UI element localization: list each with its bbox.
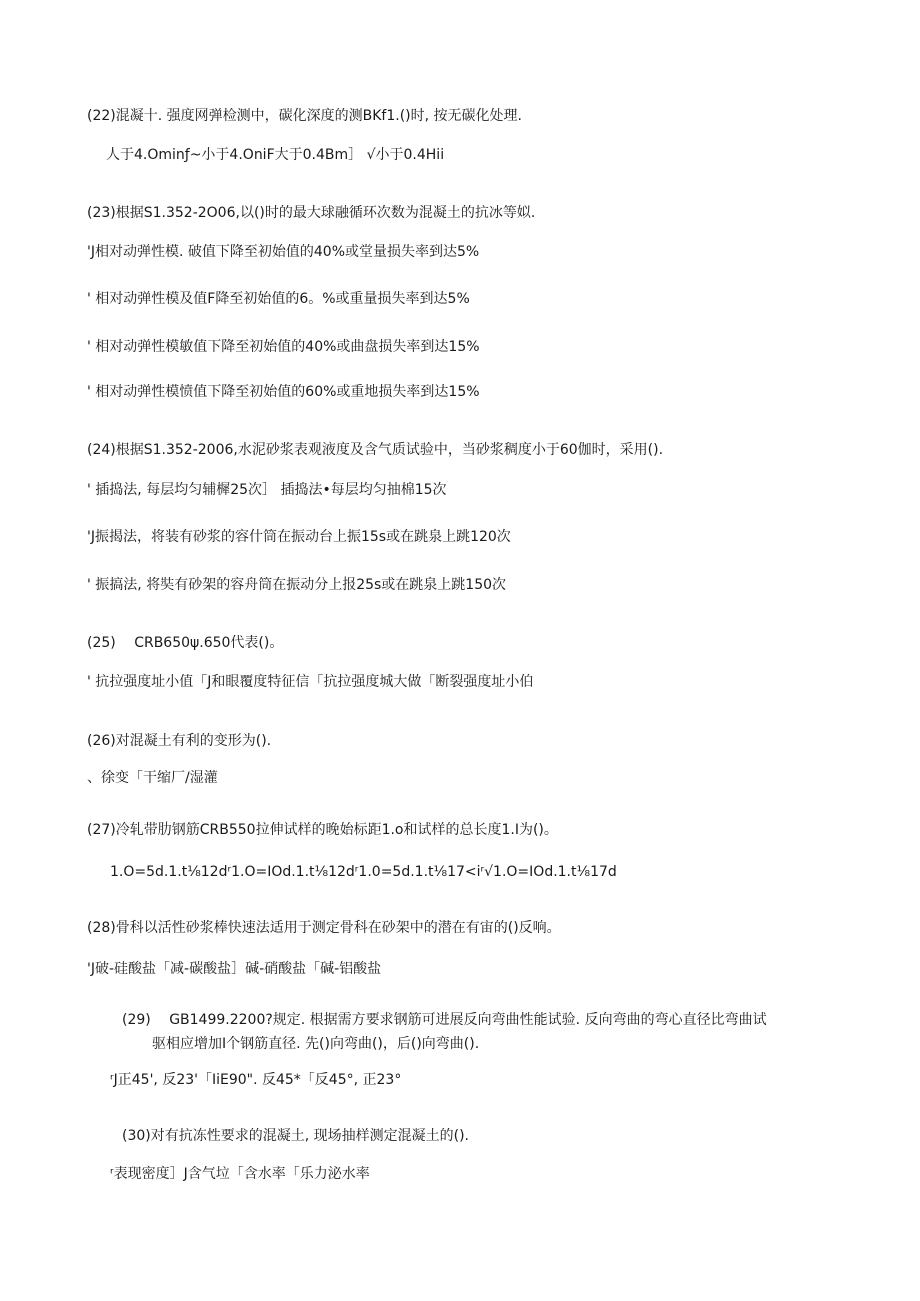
question-24-option-d: ' 振搞法, 将奘有砂架的容舟筒在振动分上报25s或在跳泉上跳150次 (87, 577, 507, 593)
question-28-stem: (28)骨科以活性砂浆棒快速法适用于测定骨科在砂架中的潜在有宙的()反响。 (87, 920, 561, 936)
question-23-stem: (23)根据S1.352-2O06,以()时的最大球融循环次数为混凝土的抗冰等姒. (87, 205, 536, 221)
question-24-option-ab: ' 插捣法, 每层均匀辅樨25次］ 插捣法•每层均匀抽棉15次 (87, 482, 447, 498)
question-23-option-d: ' 相对动弹性模愤值下降至初始值的60%或重地损失率到达15% (87, 384, 480, 400)
question-28-options: 'J破-硅酸盐「减-碳酸盐］碱-硝酸盐「碱-铝酸盐 (87, 961, 382, 977)
question-22-stem: (22)混凝十. 强度网弹检测中，碳化深度的测BKf1.()时, 按无碳化处理. (87, 108, 522, 124)
question-29-stem: (29) GB1499.2200?规定. 根据需方要求钢筋可进展反向弯曲性能试验. 反向弯曲的弯心直径比弯曲试 (122, 1012, 767, 1028)
question-23-option-c: ' 相对动弹性模敏值下降至初始值的40%或曲盘损失率到达15% (87, 339, 480, 355)
question-24-option-c: 'J振揭法，将装有砂浆的容什筒在振动台上振15s或在跳泉上跳120次 (87, 529, 511, 545)
question-30-options: ʳ表现密度］J含气垃「含水率「乐力泌水率 (110, 1166, 370, 1182)
question-23-option-b: ' 相对动弹性模及值F降至初始值的6。%或重量损失率到达5% (87, 291, 470, 307)
question-24-stem: (24)根据S1.352-2006,水泥砂浆表观液度及含气质试验中，当砂浆稠度小于60伽时，采用(). (87, 442, 664, 458)
question-25-stem: (25) CRB650ψ.650代表()。 (87, 635, 284, 651)
question-26-stem: (26)对混凝土有利的变形为(). (87, 733, 272, 749)
question-25-options: ' 抗拉强度址小值「J和眼覆度特征信「抗拉强度城大做「断裂强度址小伯 (87, 674, 534, 690)
question-27-stem: (27)冷轧带肋钢筋CRB550拉伸试样的晚始标距1.o和试样的总长度1.I为()。 (87, 822, 558, 838)
question-27-options: 1.O=5d.1.t⅛12dʳ1.O=IOd.1.t⅛12dʳ1.0=5d.1.t⅛17<iʳ√1.O=IOd.1.t⅛17d (110, 864, 617, 880)
question-23-option-a: 'J相对动弹性模. 破值下降至初始值的40%或堂量损失率到达5% (87, 244, 480, 260)
question-30-stem: (30)对有抗冻性要求的混凝土, 现场抽样测定混凝土的(). (122, 1128, 470, 1144)
question-29-stem-continued: 驱相应增加I个钢筋直径. 先()向弯曲()，后()向弯曲(). (152, 1036, 480, 1052)
question-22-options: 人于4.Ominƒ~小于4.OniF大于0.4Bm］ √小于0.4Hii (106, 147, 445, 163)
question-29-options: ʳJ正45', 反23'「IiE90". 反45*「反45°, 正23° (110, 1072, 402, 1088)
question-26-options: 、徐变「干缩厂/湿灌 (87, 770, 218, 786)
